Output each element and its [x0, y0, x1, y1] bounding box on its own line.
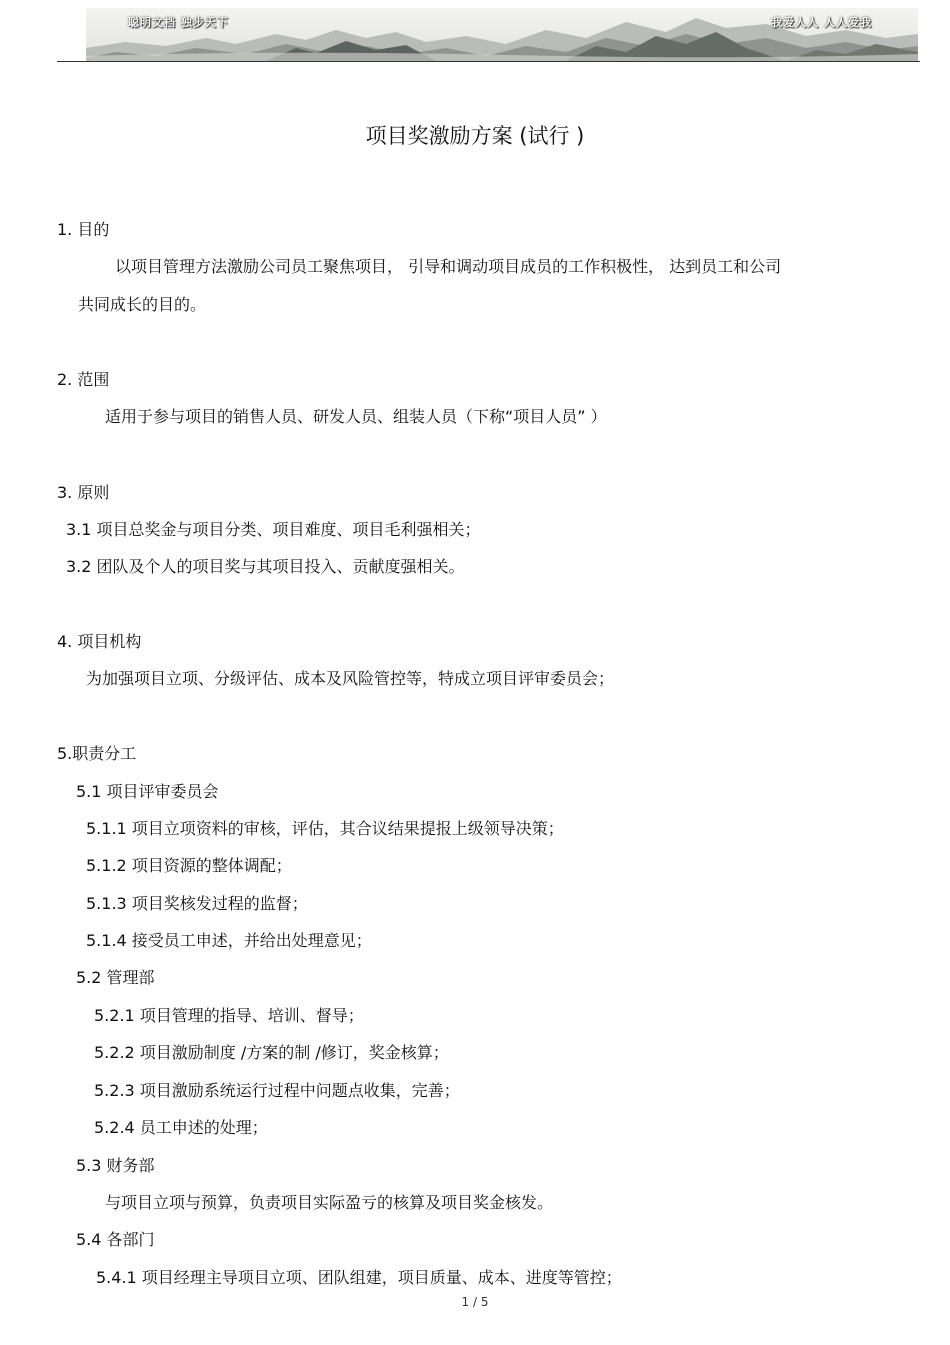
section-heading: 3. 原则: [57, 483, 110, 502]
banner-slogan-right: 我爱人人 人人爱我: [771, 16, 872, 29]
list-item: 5.2.2 项目激励制度 /方案的制 /修订，奖金核算；: [94, 1043, 449, 1062]
banner-slogan-left: 聪明文档 独步天下: [128, 16, 229, 29]
section-heading: 4. 项目机构: [57, 632, 142, 651]
list-item: 5.2.1 项目管理的指导、培训、督导；: [94, 1006, 364, 1025]
list-item: 5.2.4 员工申述的处理；: [94, 1118, 268, 1137]
list-item: 5.1.1 项目立项资料的审核，评估，其合议结果提报上级领导决策；: [86, 819, 564, 838]
paragraph-line: 共同成长的目的。: [78, 295, 207, 314]
subsection-heading: 5.3 财务部: [76, 1156, 155, 1175]
subsection-heading: 5.4 各部门: [76, 1230, 155, 1249]
section-heading: 5.职责分工: [57, 744, 137, 763]
paragraph-line: 为加强项目立项、分级评估、成本及风险管控等，特成立项目评审委员会；: [86, 669, 615, 688]
section-heading: 2. 范围: [57, 370, 110, 389]
paragraph-line: 与项目立项与预算，负责项目实际盈亏的核算及项目奖金核发。: [105, 1193, 554, 1212]
section-heading: 1. 目的: [57, 220, 110, 239]
paragraph-line: 以项目管理方法激励公司员工聚焦项目， 引导和调动项目成员的工作积极性， 达到员工和公司: [115, 257, 782, 276]
list-item: 3.1 项目总奖金与项目分类、项目难度、项目毛利强相关；: [66, 520, 481, 539]
list-item: 5.1.3 项目奖核发过程的监督；: [86, 894, 308, 913]
document-title: 项目奖激励方案 (试行 ): [365, 124, 585, 148]
list-item: 5.1.4 接受员工申述，并给出处理意见；: [86, 931, 372, 950]
header-banner: [86, 8, 918, 61]
subsection-heading: 5.1 项目评审委员会: [76, 782, 219, 801]
header-divider: [57, 61, 920, 62]
list-item: 5.4.1 项目经理主导项目立项、团队组建，项目质量、成本、进度等管控；: [96, 1268, 622, 1287]
list-item: 5.2.3 项目激励系统运行过程中问题点收集，完善；: [94, 1081, 460, 1100]
list-item: 5.1.2 项目资源的整体调配；: [86, 856, 292, 875]
page-number: 1 / 5: [461, 1295, 489, 1309]
paragraph-line: 适用于参与项目的销售人员、研发人员、组装人员（下称“项目人员” ）: [105, 407, 607, 426]
list-item: 3.2 团队及个人的项目奖与其项目投入、贡献度强相关。: [66, 557, 465, 576]
subsection-heading: 5.2 管理部: [76, 968, 155, 987]
